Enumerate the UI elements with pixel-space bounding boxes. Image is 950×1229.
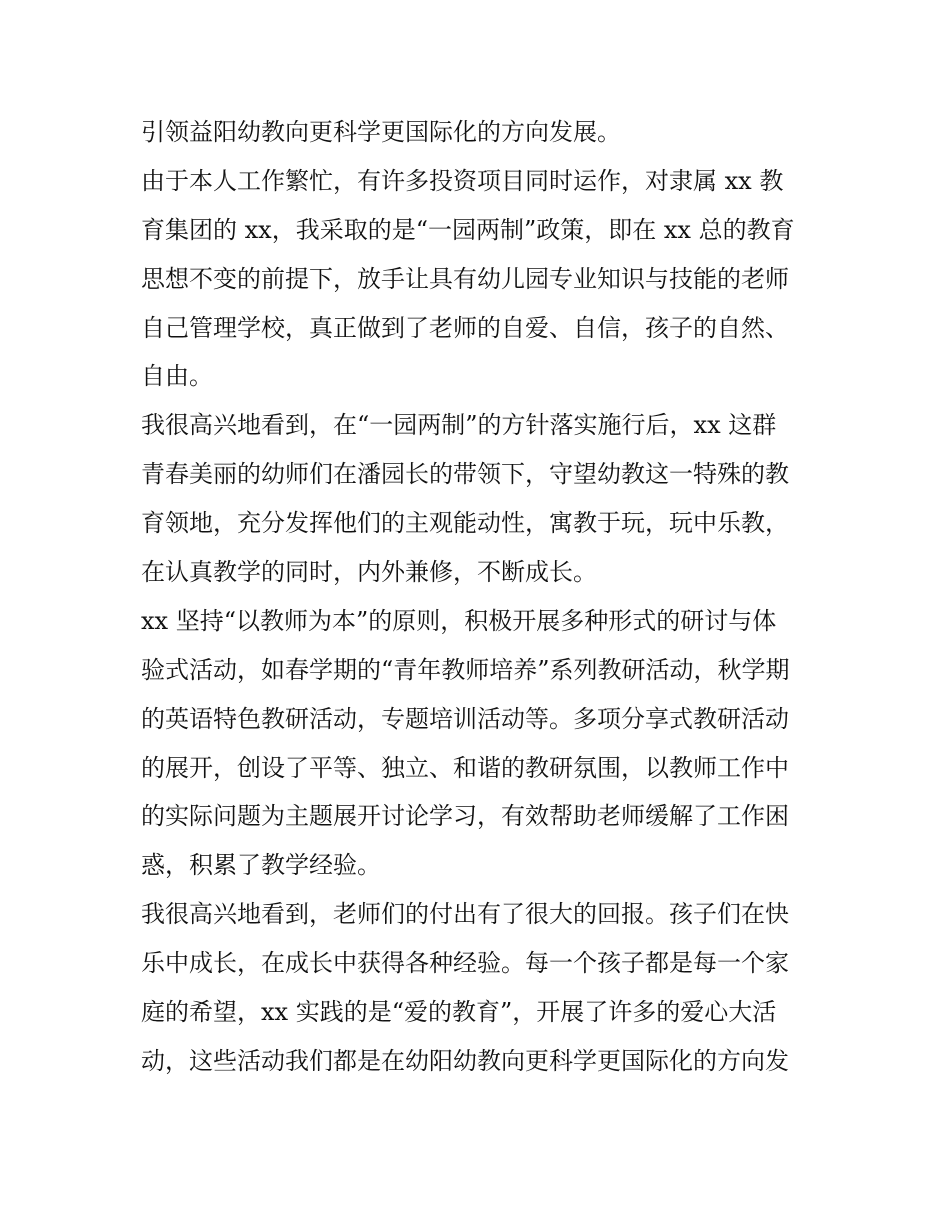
- text-line: 惑，积累了教学经验。: [141, 851, 381, 880]
- text-line: 引领益阳幼教向更科学更国际化的方向发展。: [141, 118, 621, 146]
- text-line: 庭的希望，xx 实践的是“爱的教育”，开展了许多的爱心大活: [141, 998, 777, 1027]
- text-line: 青春美丽的幼师们在潘园长的带领下，守望幼教这一特殊的教: [141, 460, 789, 489]
- text-line: 我很高兴地看到，在“一园两制”的方针落实施行后，xx 这群: [141, 411, 777, 440]
- text-line: 自由。: [141, 362, 213, 391]
- text-line: 的英语特色教研活动，专题培训活动等。多项分享式教研活动: [141, 704, 789, 733]
- text-line: 育集团的 xx，我采取的是“一园两制”政策，即在 xx 总的教育: [141, 215, 795, 244]
- text-line: 由于本人工作繁忙，有许多投资项目同时运作，对隶属 xx 教: [141, 166, 784, 195]
- text-line: 动，这些活动我们都是在幼阳幼教向更科学更国际化的方向发: [141, 1046, 789, 1075]
- text-line: 自己管理学校，真正做到了老师的自爱、自信，孩子的自然、: [141, 313, 789, 342]
- text-line: 我很高兴地看到，老师们的付出有了很大的回报。孩子们在快: [141, 900, 789, 929]
- text-line: 的实际问题为主题展开讨论学习，有效帮助老师缓解了工作困: [141, 802, 789, 831]
- text-line: 育领地，充分发挥他们的主观能动性，寓教于玩，玩中乐教，: [141, 509, 789, 538]
- text-line: 思想不变的前提下，放手让具有幼儿园专业知识与技能的老师: [141, 264, 789, 293]
- text-line: 验式活动，如春学期的“青年教师培养”系列教研活动，秋学期: [141, 655, 790, 684]
- text-line: 乐中成长，在成长中获得各种经验。每一个孩子都是每一个家: [141, 949, 789, 978]
- body-text: [141, 108, 821, 1086]
- text-line: 的展开，创设了平等、独立、和谐的教研氛围，以教师工作中: [141, 753, 789, 782]
- text-line: xx 坚持“以教师为本”的原则，积极开展多种形式的研讨与体: [141, 606, 777, 635]
- text-line: 在认真教学的同时，内外兼修，不断成长。: [141, 558, 597, 587]
